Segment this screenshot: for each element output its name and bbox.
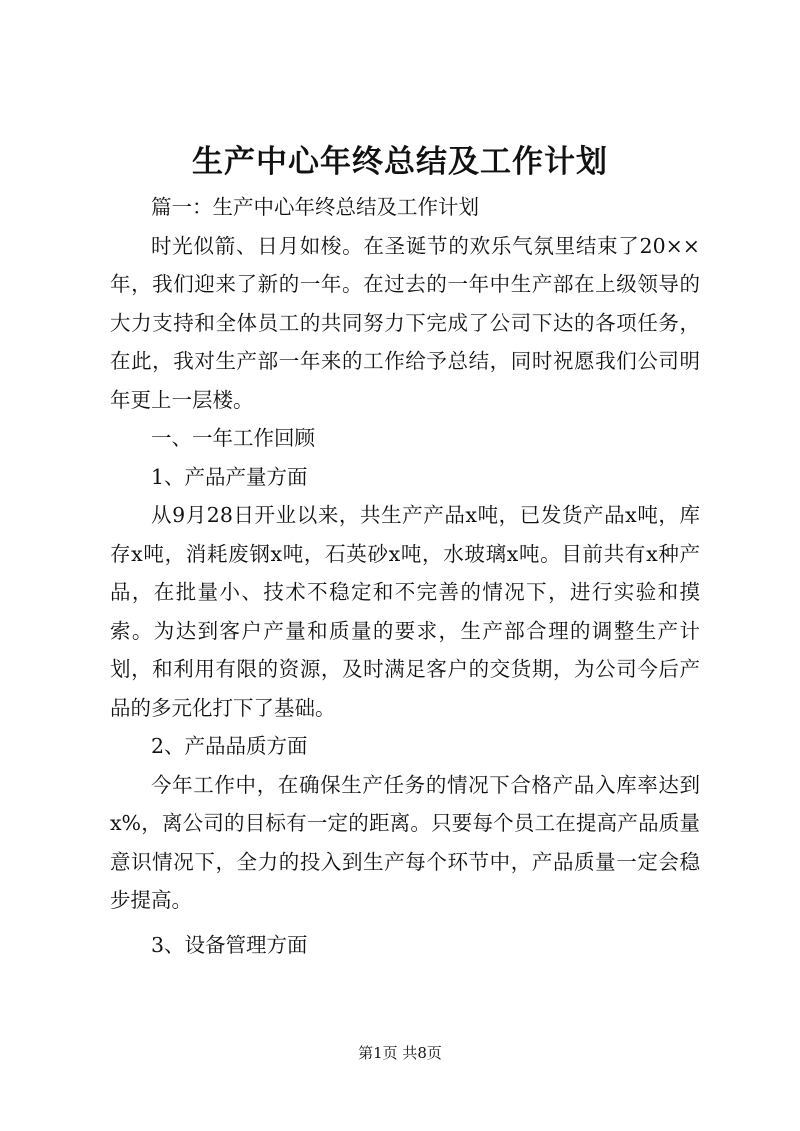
document-body [110,188,700,964]
page-number-footer: 第1页 共8页 [358,1044,442,1062]
quality-paragraph: 今年工作中，在确保生产任务的情况下合格产品入库率达到x%，离公司的目标有一定的距离。只要每个员工在提高产品质量意识情况下，全力的投入到生产每个环节中，产品质量一定会稳步提高。 [110,772,700,912]
subheading-quality: 2、产品品质方面 [151,734,308,758]
section-heading-part-one: 篇一：生产中心年终总结及工作计划 [151,195,479,219]
subheading-output: 1、产品产量方面 [151,464,308,489]
section-heading-review: 一、一年工作回顾 [151,426,315,450]
subheading-equipment: 3、设备管理方面 [151,932,308,957]
document-title: 生产中心年终总结及工作计划 [192,144,608,180]
output-paragraph: 从9月28日开业以来，共生产产品x吨，已发货产品x吨，库存x吨，消耗废钢x吨，石英砂x吨，水玻璃x吨。目前共有x种产品，在批量小、技术不稳定和不完善的情况下，进行实验和摸索。为达到客户产量和质量的要求，生产部合理的调整生产计划，和利用有限的资源，及时满足客户的交货期，为公司今后产品的多元化打下了基础。 [110,503,700,720]
intro-paragraph: 时光似箭、日月如梭。在圣诞节的欢乐气氛里结束了20××年，我们迎来了新的一年。在过去的一年中生产部在上级领导的大力支持和全体员工的共同努力下完成了公司下达的各项任务，在此，我对生产部一年来的工作给予总结，同时祝愿我们公司明年更上一层楼。 [110,233,700,412]
